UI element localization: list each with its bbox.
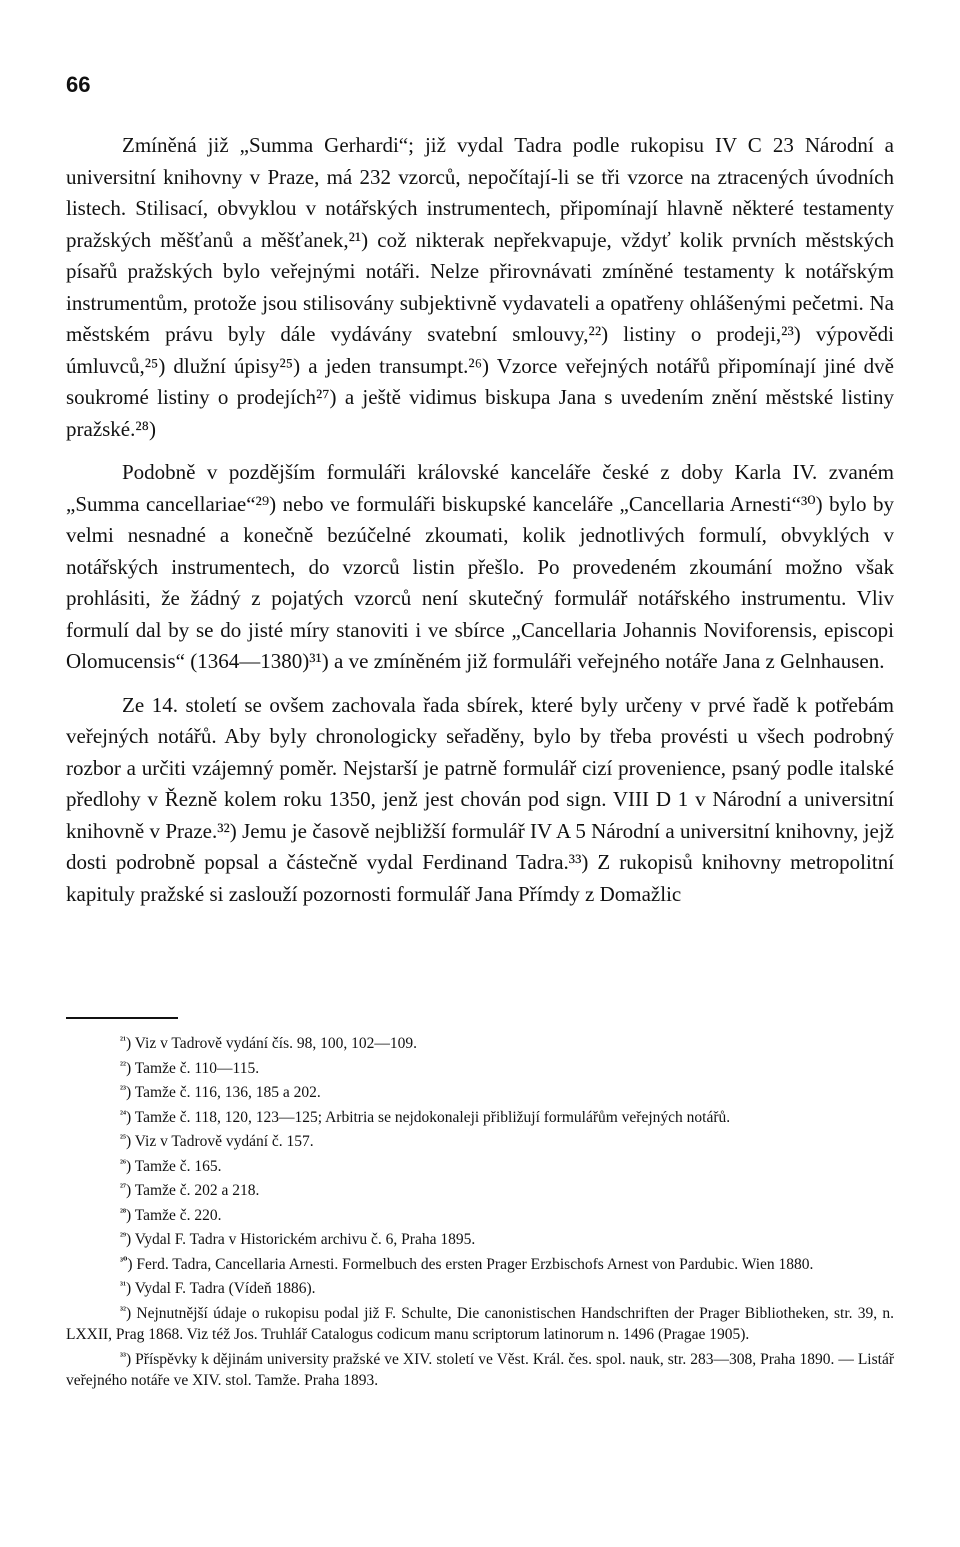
footnote — [66, 1202, 894, 1227]
footnote — [66, 1128, 894, 1153]
footnote — [66, 1177, 894, 1202]
footnote-text: ) Tamže č. 116, 136, 185 a 202. — [126, 1084, 321, 1101]
footnote — [66, 1226, 894, 1251]
footnote-mark: ²⁶ — [120, 1157, 126, 1169]
footnote-text: ) Vydal F. Tadra (Vídeň 1886). — [126, 1280, 316, 1297]
main-text — [66, 130, 894, 910]
paragraph: Zmíněná již „Summa Gerhardi“; již vydal Tadra podle rukopisu IV C 23 Národní a universitní knihovny v Praze, má 232 vzorců, nepočítají-li se tři vzorce na ztracených úvodních listech. Stilisací, obvyklou v notářských instrumentech, připomínají hlavně některé testamenty pražských měšťanů a měšťanek,²¹) což nikterak nepřekvapuje, vždyť kolik prvních městských písařů pražských bylo veřejnými notáři. Nelze přirovnávati zmíněné testamenty k notářským instrumentům, protože jsou stilisovány subjektivně vydavateli a opatřeny ohlášenými pečetmi. Na městském právu byly dále vydávány svatební smlouvy,²²) listiny o prodeji,²³) výpovědi úmluvců,²⁵) dlužní úpisy²⁵) a jeden transumpt.²⁶) Vzorce veřejných notářů připomínají jiné dvě soukromé listiny o prodejích²⁷) a ještě vidimus biskupa Jana s uvedením znění městské listiny pražské.²⁸) — [66, 133, 894, 441]
footnote-text: ) Nejnutnější údaje o rukopisu podal již F. Schulte, Die canonistischen Handschriften der Prager Bibliotheken, str. 39, n. LXXII, Prag 1868. Viz též Jos. Truhlář Catalogus codicum manu scriptorum latinorum n. 1496 (Pragae 1905). — [66, 1304, 894, 1343]
footnote-text: ) Viz v Tadrově vydání čís. 98, 100, 102—109. — [126, 1035, 418, 1052]
footnote-mark: ³¹ — [120, 1280, 126, 1291]
footnote — [66, 1346, 894, 1392]
footnote — [66, 1055, 894, 1080]
footnote-mark: ²⁷ — [120, 1182, 126, 1193]
footnote-mark: ²⁹ — [120, 1231, 126, 1242]
footnote — [66, 1030, 894, 1055]
footnote-mark: ²¹ — [120, 1035, 126, 1046]
footnote — [66, 1104, 894, 1129]
footnote — [66, 1300, 894, 1346]
footnote-mark: ²⁸ — [120, 1206, 126, 1218]
footnote-mark: ²⁵ — [120, 1133, 126, 1144]
footnote-text: ) Tamže č. 110—115. — [126, 1059, 260, 1077]
footnotes — [66, 1030, 894, 1392]
footnote — [66, 1153, 894, 1178]
footnote-text: ) Tamže č. 165. — [126, 1157, 222, 1175]
footnote-mark: ²² — [120, 1059, 126, 1071]
footnote-text: ) Tamže č. 118, 120, 123—125; Arbitria se nejdokonaleji přibližují formulářům veřejných notářů. — [126, 1108, 731, 1126]
footnote-mark: ²⁴ — [120, 1108, 126, 1120]
paragraph: Ze 14. století se ovšem zachovala řada sbírek, které byly určeny v prvé řadě k potřebám veřejných notářů. Aby byly chronologicky seřaděny, bylo by třeba provésti u všech podrobný rozbor a určiti vzájemný poměr. Nejstarší je patrně formulář cizí provenience, psaný podle italské předlohy v Řezně kolem roku 1350, jenž jest chován pod sign. VIII D 1 v Národní a universitní knihovně v Praze.³²) Jemu je časově nejbližší formulář IV A 5 Národní a universitní knihovny, jejž dosti podrobně popsal a částečně vydal Ferdinand Tadra.³³) Z rukopisů knihovny metropolitní kapituly pražské si zaslouží pozornosti formulář Jana Přímdy z Domažlic — [66, 692, 894, 906]
footnote-text: ) Vydal F. Tadra v Historickém archivu č. 6, Praha 1895. — [126, 1231, 476, 1248]
footnote-mark: ³³ — [120, 1350, 126, 1362]
footnote-mark: ³⁰ — [120, 1255, 128, 1267]
footnote-mark: ³² — [120, 1304, 126, 1316]
footnote-text: ) Viz v Tadrově vydání č. 157. — [126, 1133, 314, 1150]
footnote-text: ) Tamže č. 220. — [126, 1206, 222, 1224]
footnote-mark: ²³ — [120, 1084, 126, 1095]
footnote-text: ) Příspěvky k dějinám university pražské ve XIV. století ve Věst. Král. čes. spol. nauk, str. 283—308, Praha 1890. — Listář veřejného notáře ve XIV. stol. Tamže. Praha 1893. — [66, 1350, 894, 1389]
footnote — [66, 1251, 894, 1276]
footnote-text: ) Tamže č. 202 a 218. — [126, 1182, 260, 1199]
footnote-separator — [66, 1017, 178, 1019]
paragraph: Podobně v pozdějším formuláři královské kanceláře české z doby Karla IV. zvaném „Summa cancellariae“²⁹) nebo ve formuláři biskupské kanceláře „Cancellaria Arnesti“³⁰) bylo by velmi nesnadné a konečně bezúčelné zkoumati, kolik jednotlivých formulí, obvyklých v notářských instrumentech, do vzorců listin přešlo. Po provedeném zkoumání možno však prohlásiti, že žádný z pojatých vzorců není skutečný formulář notářského instrumentu. Vliv formulí dal by se do jisté míry stanoviti i ve sbírce „Cancellaria Johannis Noviforensis, episcopi Olomucensis“ (1364—1380)³¹) a ve zmíněném již formuláři veřejného notáře Jana z Gelnhausen. — [66, 460, 894, 673]
footnote — [66, 1275, 894, 1300]
page-number: 66 — [66, 72, 91, 97]
footnote-text: ) Ferd. Tadra, Cancellaria Arnesti. Formelbuch des ersten Prager Erzbischofs Arnest von Pardubic. Wien 1880. — [127, 1255, 814, 1273]
footnote — [66, 1079, 894, 1104]
